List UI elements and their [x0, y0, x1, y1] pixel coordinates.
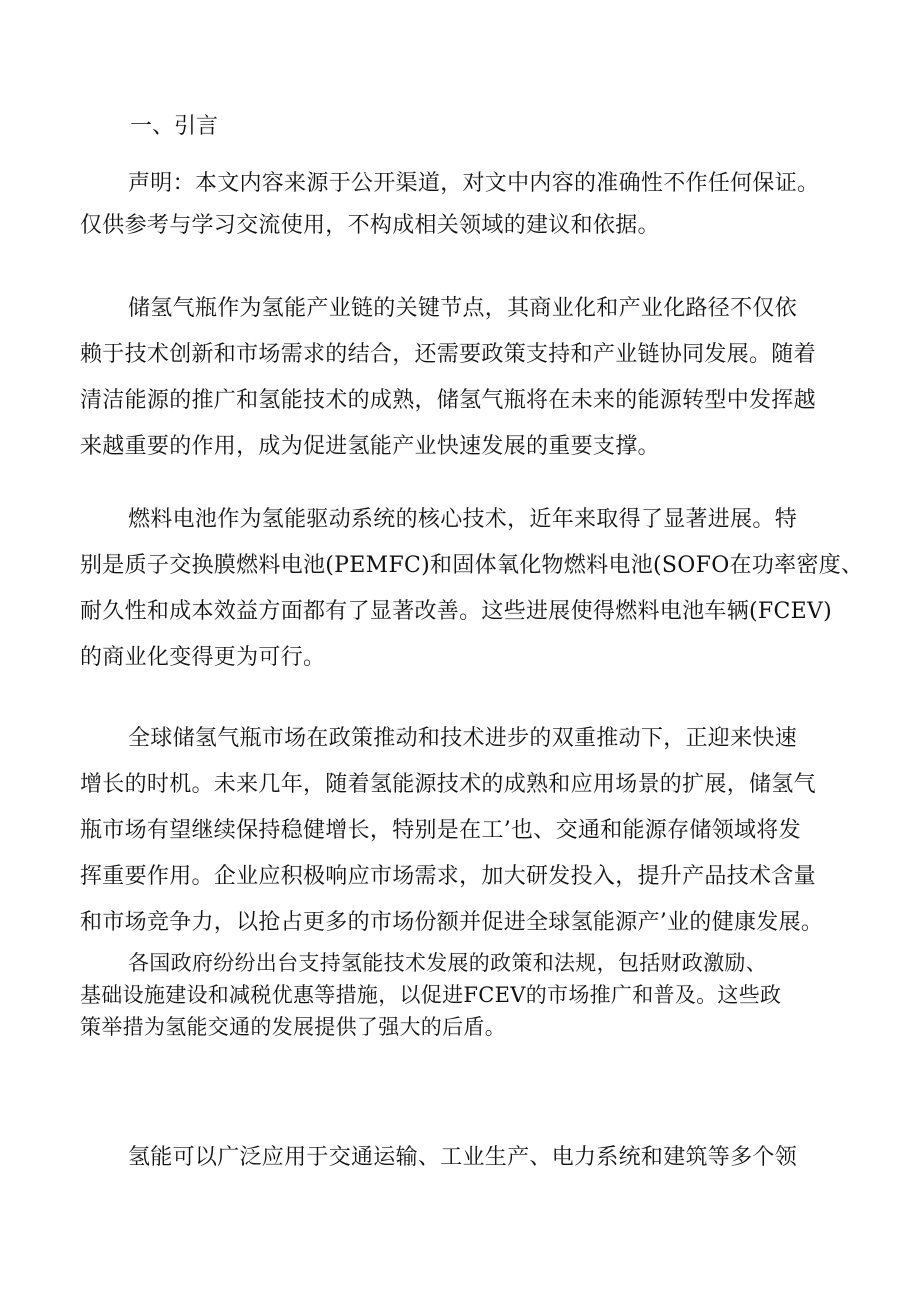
paragraph-line: 氢能可以广泛应用于交通运输、工业生产、电力系统和建筑等多个领: [128, 1145, 798, 1170]
body-paragraph: [80, 716, 860, 946]
paragraph-line: 来越重要的作用，成为促进氢能产业快速发展的重要支撑。: [80, 434, 660, 459]
paragraph-line: 耐久性和成本效益方面都有了显著改善。这些进展使得燃料电池车辆(FCEV): [80, 599, 833, 624]
paragraph-line: 全球储氢气瓶市场在政策推动和技术进步的双重推动下，正迎来快速: [128, 726, 798, 751]
body-paragraph: [80, 1138, 860, 1178]
paragraph-line: 声明：本文内容来源于公开渠道，对文中内容的准确性不作任何保证。: [128, 171, 820, 196]
section-heading: 一、引言: [130, 114, 219, 139]
paragraph-line: 别是质子交换膜燃料电池(PEMFC)和固体氧化物燃料电池(SOFO在功率密度、: [80, 553, 864, 578]
paragraph-line: 各国政府纷纷出台支持氢能技术发展的政策和法规，包括财政激励、: [128, 951, 767, 975]
paragraph-line: 的商业化变得更为可行。: [80, 645, 326, 670]
body-paragraph: [80, 497, 864, 681]
disclaimer-paragraph: [80, 163, 860, 247]
paragraph-line: 赖于技术创新和市场需求的结合，还需要政策支持和产业链协同发展。随着: [80, 342, 816, 367]
paragraph-line: 和市场竞争力，以抢占更多的市场份额并促进全球氢能源产’业的健康发展。: [80, 910, 824, 935]
paragraph-line: 燃料电池作为氢能驱动系统的核心技术，近年来取得了显著进展。特: [128, 507, 798, 532]
paragraph-line: 挥重要作用。企业应积极响应市场需求，加大研发投入，提升产品技术含量: [80, 864, 816, 889]
paragraph-line: 仅供参考与学习交流使用，不构成相关领域的建议和依据。: [80, 213, 660, 238]
body-paragraph: [80, 286, 860, 470]
paragraph-line: 基础设施建设和减税优惠等措施，以促进FCEV的市场推广和普及。这些政: [80, 983, 782, 1007]
body-paragraph: [80, 947, 860, 1043]
paragraph-line: 瓶市场有望继续保持稳健增长，特别是在工’也、交通和能源存储领域将发: [80, 818, 801, 843]
paragraph-line: 清洁能源的推广和氢能技术的成熟，储氢气瓶将在未来的能源转型中发挥越: [80, 388, 816, 413]
paragraph-line: 储氢气瓶作为氢能产业链的关键节点，其商业化和产业化路径不仅依: [128, 296, 798, 321]
paragraph-line: 增长的时机。未来几年，随着氢能源技术的成熟和应用场景的扩展，储氢气: [80, 772, 816, 797]
paragraph-line: 策举措为氢能交通的发展提供了强大的后盾。: [80, 1015, 506, 1039]
